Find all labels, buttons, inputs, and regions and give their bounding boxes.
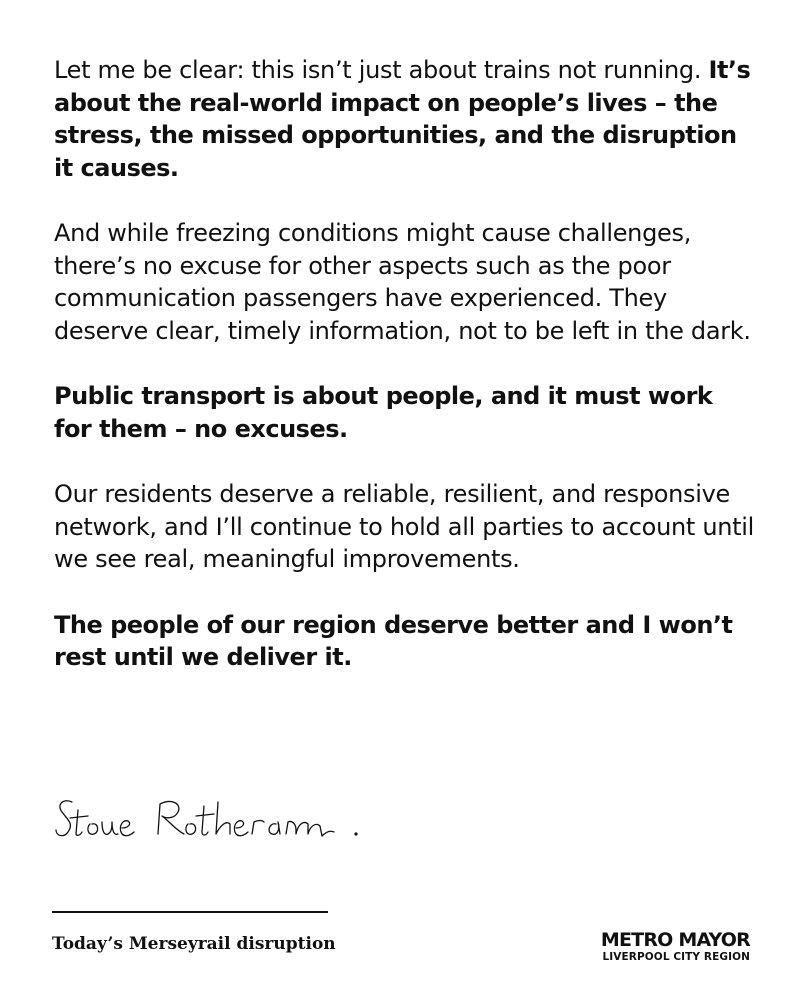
handwritten-signature bbox=[50, 790, 370, 850]
metro-mayor-logo bbox=[601, 931, 750, 963]
paragraph-1-normal: Let me be clear: this isn’t just about trains not running. bbox=[54, 56, 709, 84]
signature-drawing bbox=[50, 790, 370, 850]
paragraph-1 bbox=[54, 54, 754, 184]
paragraph-3-bold: Public transport is about people, and it must work for them – no excuses. bbox=[54, 382, 713, 443]
paragraph-4-normal: Our residents deserve a reliable, resilient, and responsive network, and I’ll continue to hold all parties to account until we see real, meaningful improvements. bbox=[54, 480, 754, 573]
footer-caption: Today’s Merseyrail disruption bbox=[52, 934, 336, 954]
paragraph-2-normal: And while freezing conditions might cause challenges, there’s no excuse for other aspects such as the poor communication passengers have experienced. They deserve clear, timely information, not to be left in the dark. bbox=[54, 219, 751, 345]
logo-main-text: METRO MAYOR bbox=[600, 929, 750, 951]
footer-divider bbox=[52, 911, 328, 913]
paragraph-4 bbox=[54, 478, 754, 576]
paragraph-3 bbox=[54, 380, 754, 445]
paragraph-5 bbox=[54, 609, 754, 674]
paragraph-5-bold: The people of our region deserve better and I won’t rest until we deliver it. bbox=[54, 610, 733, 671]
paragraph-2 bbox=[54, 217, 754, 347]
statement-body bbox=[54, 54, 754, 707]
paragraph-1-bold: It’s about the real-world impact on people’s lives – the stress, the missed opportunities, and the disruption it causes. bbox=[54, 56, 751, 182]
logo-sub-text: LIVERPOOL CITY REGION bbox=[602, 951, 750, 963]
